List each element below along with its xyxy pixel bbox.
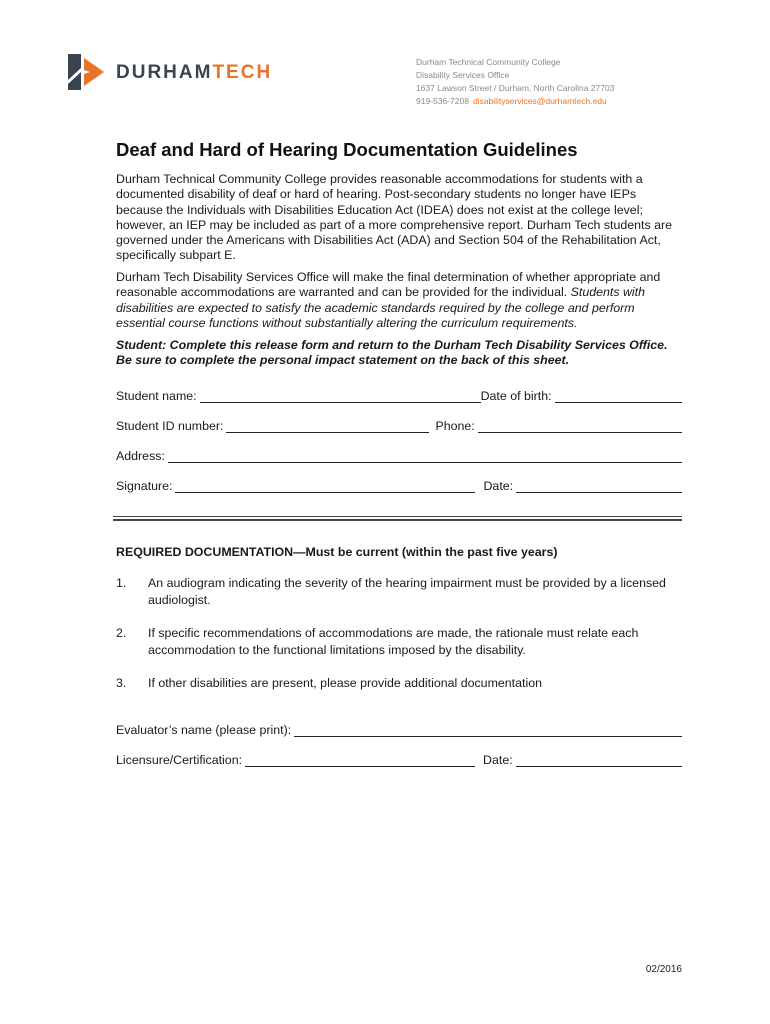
phone-field[interactable] [478, 420, 682, 433]
row-address [116, 449, 682, 463]
requirement-number: 2. [116, 626, 127, 640]
evaluator-name-label: Evaluator’s name (please print): [116, 723, 292, 737]
contact-block [416, 56, 614, 108]
requirement-item-2 [116, 625, 682, 659]
durham-tech-logo [68, 54, 272, 90]
contact-email[interactable]: disabilityservices@durhamtech.edu [472, 96, 607, 106]
academic-standards-text: Students with disabilities are expected to satisfy the academic standards required by the college and perform essential course functions without substantially altering the curriculum requirements. [116, 285, 645, 330]
section-divider [113, 516, 682, 517]
requirement-text: An audiogram indicating the severity of the hearing impairment must be provided by a licensed audiologist. [148, 576, 666, 607]
requirement-text: If other disabilities are present, please provide additional documentation [148, 676, 542, 690]
student-id-label: Student ID number: [116, 419, 224, 433]
row-licensure-date [116, 753, 682, 767]
evaluator-date-field[interactable] [516, 754, 682, 767]
row-signature-date [116, 479, 682, 493]
intro-paragraph: Durham Technical Community College provides reasonable accommodations for students with a documented disability of deaf or hard of hearing. Post-secondary students no longer have IEPs because the Individuals with Disabilities Education Act (IDEA) does not exist at the college level; however, an IEP may be included as part of a more comprehensive report. Durham Tech students are governed under the Americans with Disabilities Act (ADA) and Section 504 of the Rehabilitation Act, specifically subpart E. [116, 172, 673, 263]
requirement-number: 1. [116, 576, 127, 590]
student-name-field[interactable] [200, 390, 481, 403]
address-label: Address: [116, 449, 165, 463]
requirement-item-3 [116, 675, 682, 692]
row-id-phone [116, 419, 682, 433]
logo-durham: DURHAM [116, 61, 213, 83]
contact-line-office: Disability Services Office [416, 70, 510, 80]
required-heading: REQUIRED DOCUMENTATION—Must be current (within the past five years) [116, 545, 558, 559]
logo-wordmark [116, 63, 272, 82]
determination-paragraph [116, 270, 682, 331]
contact-line-address: 1637 Lawson Street / Durham, North Carolina 27703 [416, 83, 615, 93]
signature-date-label: Date: [483, 479, 514, 493]
licensure-label: Licensure/Certification: [116, 753, 243, 767]
address-field[interactable] [168, 450, 682, 463]
signature-field[interactable] [175, 480, 475, 493]
evaluator-name-field[interactable] [294, 724, 682, 737]
page-title: Deaf and Hard of Hearing Documentation Guidelines [116, 139, 578, 160]
durham-tech-k-icon [68, 54, 104, 90]
student-instruction: Student: Complete this release form and return to the Durham Tech Disability Services Office. Be sure to complete the personal impact statement on the back of this sheet. [116, 338, 668, 368]
signature-label: Signature: [116, 479, 173, 493]
phone-label: Phone: [435, 419, 475, 433]
row-name-dob [116, 389, 682, 403]
licensure-field[interactable] [245, 754, 475, 767]
contact-phone: 919-536-7208 [416, 96, 469, 106]
dob-label: Date of birth: [480, 389, 552, 403]
requirement-item-1 [116, 575, 682, 609]
student-id-field[interactable] [226, 420, 429, 433]
contact-line-college: Durham Technical Community College [416, 57, 561, 67]
contact-line-phone-email [416, 95, 614, 108]
section-divider-thick [113, 519, 682, 521]
requirement-number: 3. [116, 676, 127, 690]
signature-date-field[interactable] [516, 480, 682, 493]
dob-field[interactable] [555, 390, 682, 403]
row-evaluator [116, 723, 682, 737]
logo-tech: TECH [212, 61, 273, 83]
revision-date: 02/2016 [645, 964, 682, 975]
evaluator-date-label: Date: [483, 753, 513, 767]
requirement-text: If specific recommendations of accommodations are made, the rationale must relate each accommodation to the functional limitations imposed by the disability. [148, 626, 639, 657]
student-name-label: Student name: [116, 389, 197, 403]
determination-text: Durham Tech Disability Services Office will make the final determination of whether appropriate and reasonable accommodations are warranted and can be provided for the individual. [116, 270, 661, 300]
